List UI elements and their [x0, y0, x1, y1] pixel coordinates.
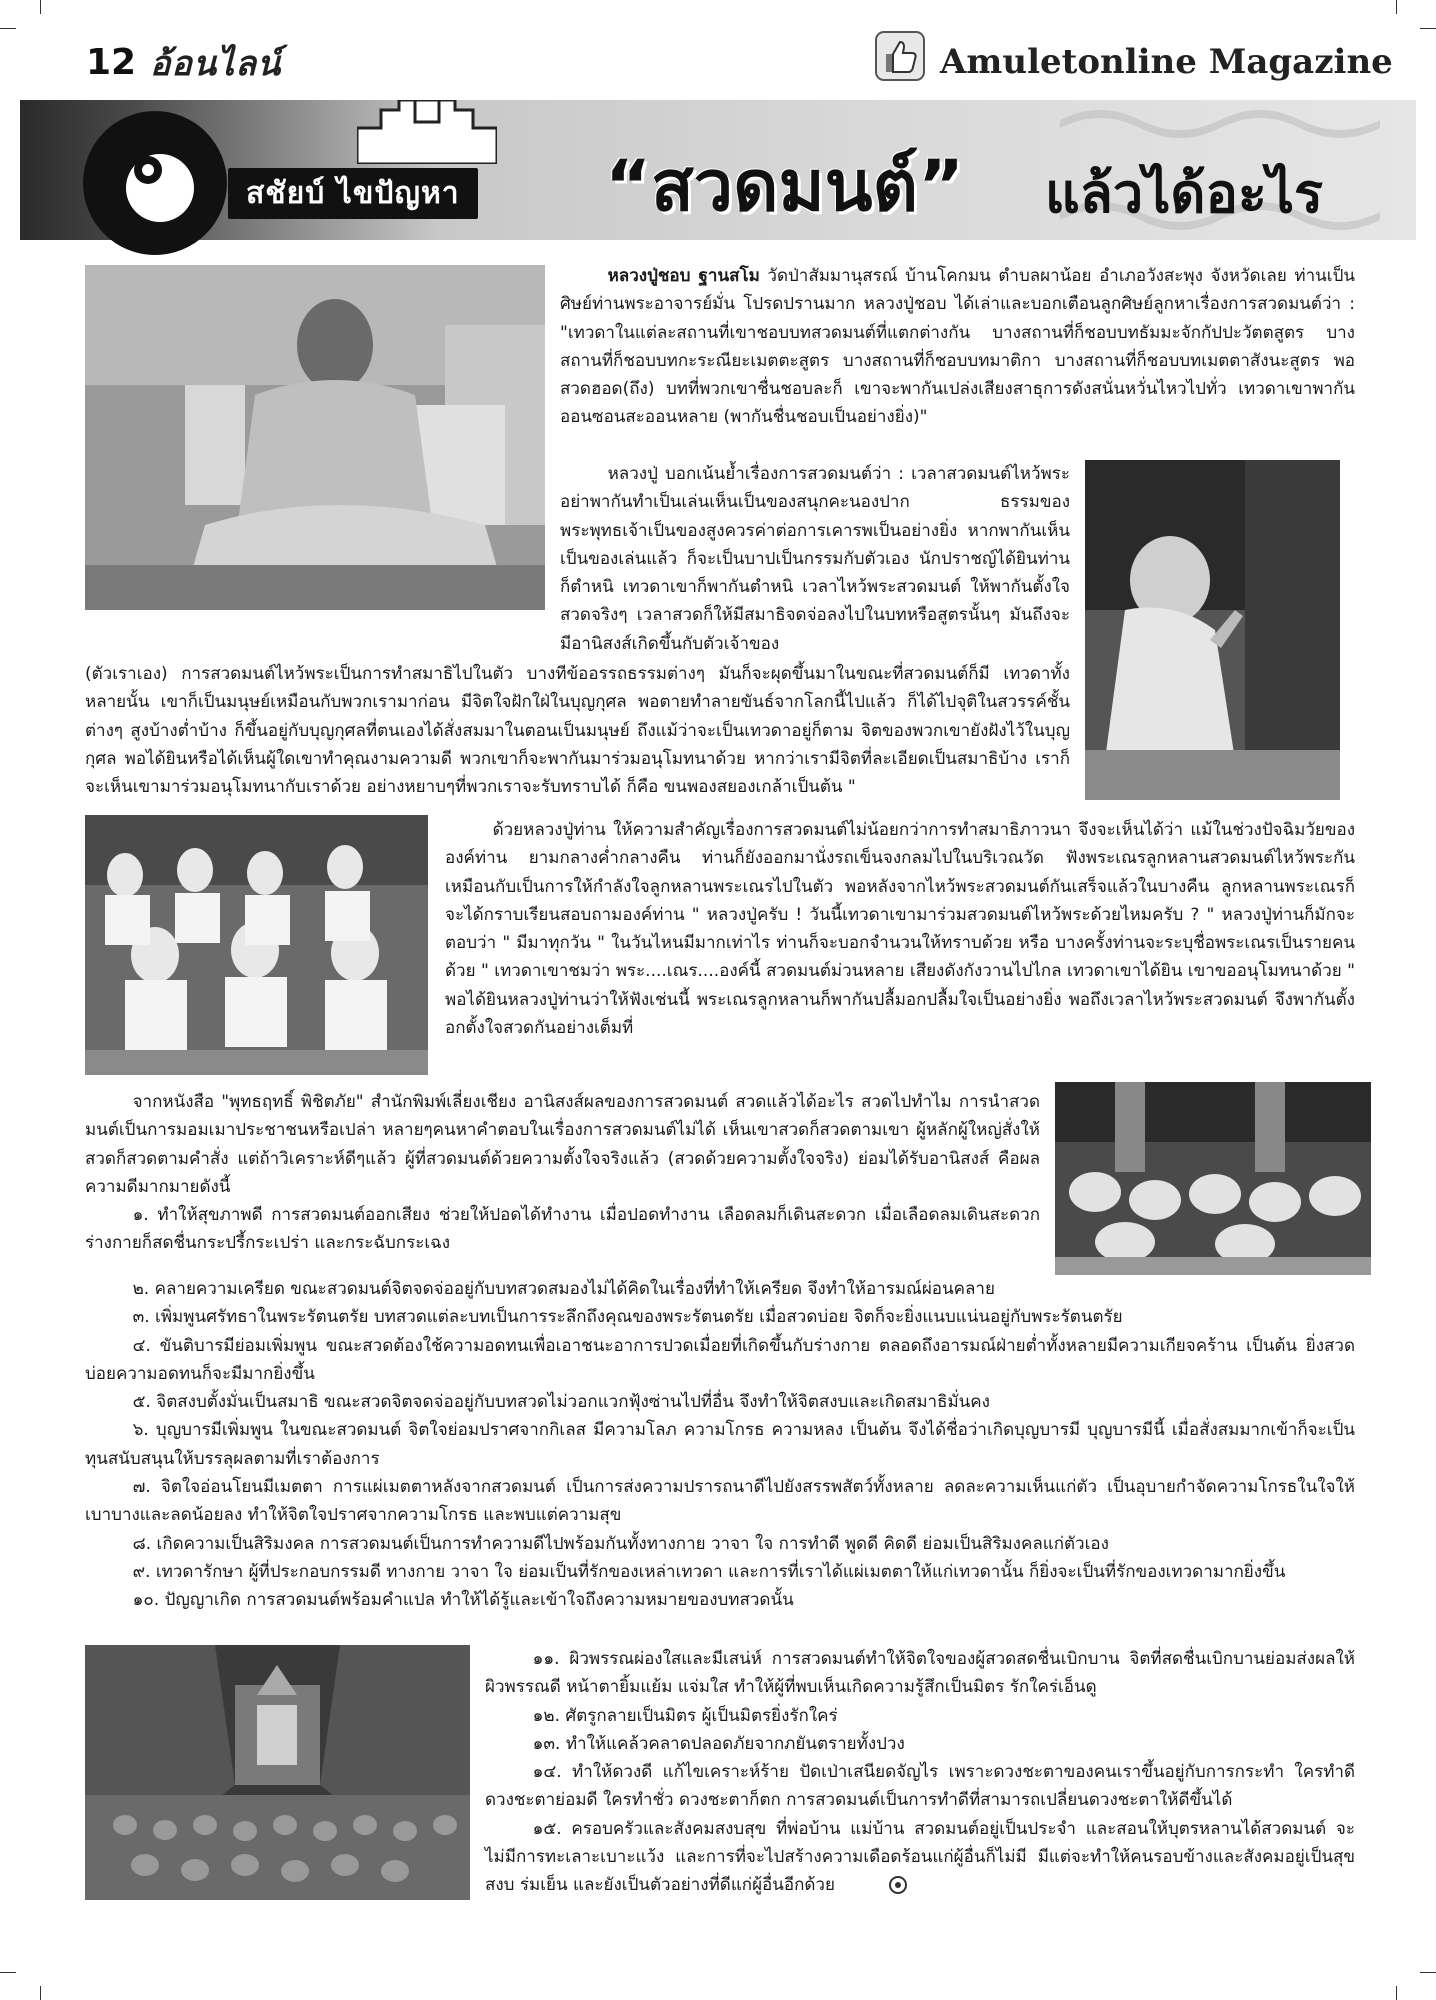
benefit-9: ๙. เทวดารักษา ผู้ที่ประกอบกรรมดี ทางกาย วาจา ใจ ย่อมเป็นที่รักของเหล่าเทวดา และการที่เราได้แผ่เมตตาให้แก่เทวดานั้น ก็ยิ่งจะเป็นที่รักของเทวดามากยิ่งขึ้น	[132, 1561, 1286, 1582]
paragraph-3	[445, 816, 1355, 1042]
banner-title-suffix: แล้วได้อะไร	[1045, 162, 1324, 225]
girls-praying-photo	[85, 815, 428, 1075]
magazine-logo: อ้อนไลน์	[150, 44, 282, 84]
benefit-2: ๒. คลายความเครียด ขณะสวดมนต์จิตจดจ่ออยู่กับบทสวดสมองไม่ได้คิดในเรื่องที่ทำให้เครียด จึงทำให้อารมณ์ผ่อนคลาย	[132, 1279, 995, 1299]
paragraph-2a-text: หลวงปู่ บอกเน้นย้ำเรื่องการสวดมนต์ว่า : เวลาสวดมนต์ไหว้พระ อย่าพากันทำเป็นเล่นเห็นเป็นของสนุกคะนองปาก ธรรมของพระพุทธเจ้าเป็นของสูงควรค่าต่อการเคารพเป็นอย่างยิ่ง หากพากันเห็นเป็นของเล่นแล้ว ก็จะเป็นบาปเป็นกรรมกับตัวเอง นักปราชญ์ได้ยินท่านก็ตำหนิ เทวดาเขาก็พากันตำหนิ เวลาไหว้พระสวดมนต์ ให้พากันตั้งใจสวดจริงๆ เวลาสวดก็ให้มีสมาธิจดจ่อลงไปในบทหรือสูตรนั้นๆ มันถึงจะมีอานิสงส์เกิดขึ้นกับตัวเจ้าของ	[560, 464, 1070, 654]
end-mark-icon	[840, 1875, 860, 1895]
benefits-list	[85, 1275, 1355, 1615]
benefit-12: ๑๒. ศัตรูกลายเป็นมิตร ผู้เป็นมิตรยิ่งรักใคร่	[532, 1705, 838, 1726]
benefits-list-2	[485, 1645, 1355, 1900]
temple-interior-photo	[85, 1645, 470, 1900]
benefit-3: ๓. เพิ่มพูนศรัทธาในพระรัตนตรัย บทสวดแต่ละบทเป็นการระลึกถึงคุณของพระรัตนตรัย เมื่อสวดบ่อย จิตก็จะยิ่งแนบแน่นอยู่กับพระรัตนตรัย	[132, 1307, 1123, 1328]
magazine-title: Amuletonline Magazine	[940, 42, 1393, 82]
benefit-11: ๑๑. ผิวพรรณผ่องใสและมีเสน่ห์ การสวดมนต์ทำให้จิตใจของผู้สวดสดชื่นเบิกบาน จิตที่สดชื่นเบิกบานย่อมส่งผลให้ผิวพรรณดี หน้าตายิ้มแย้ม แจ่มใส ทำให้ผู้ที่พบเห็นเกิดความรู้สึกเป็นมิตร รักใคร่เอ็นดู	[485, 1649, 1355, 1698]
banner-subtitle: สชัยบ์ ไขปัญหา	[228, 168, 478, 219]
page-number: 12	[86, 42, 137, 83]
monk-photo	[85, 265, 545, 610]
banner-letter-badge	[80, 108, 230, 258]
benefit-1: ๑. ทำให้สุขภาพดี การสวดมนต์ออกเสียง ช่วยให้ปอดได้ทำงาน เมื่อปอดทำงาน เลือดลมก็เดินสะดวก เมื่อเลือดลมเดินสะดวก ร่างกายก็สดชื่นกระปรี้กระเปร่า และกระฉับกระเฉง	[85, 1205, 1040, 1254]
benefit-6: ๖. บุญบารมีเพิ่มพูน ในขณะสวดมนต์ จิตใจย่อมปราศจากกิเลส มีความโลภ ความโกรธ ความหลง เป็นต้น จึงได้ชื่อว่าเกิดบุญบารมี บุญบารมีนี้ เมื่อสั่งสมมากเข้าก็จะเป็นทุนสนับสนุนให้บรรลุผลตามที่เราต้องการ	[85, 1420, 1355, 1469]
paragraph-2b-text: (ตัวเราเอง) การสวดมนต์ไหว้พระเป็นการทำสมาธิไปในตัว บางทีข้ออรรถธรรมต่างๆ มันก็จะผุดขึ้นมาในขณะที่สวดมนต์ก็มี เทวดาทั้งหลายนั้น เขาก็เป็นมนุษย์เหมือนกับพวกเรามาก่อน มีจิตใจฝักใฝ่ในบุญกุศล พอตายทำลายขันธ์จากโลกนี้ไปแล้ว ก็ได้ไปจุติในสวรรค์ชั้นต่างๆ สูงบ้างต่ำบ้าง ก็ขึ้นอยู่กับบุญกุศลที่ตนเองได้สั่งสมมาในตอนเป็นมนุษย์ ถึงแม้ว่าจะเป็นเทวดาอยู่ก็ตาม จิตของพวกเขายังฝังไว้ในบุญกุศล พอได้ยินหรือได้เห็นผู้ใดเขาทำคุณงามความดี พวกเขาก็จะพากันมาร่วมอนุโมทนาด้วย หากว่าเรามีจิตที่ละเอียดเป็นสมาธิบ้าง เราก็จะเห็นเขามาร่วมอนุโมทนากับเราด้วย อย่างหยาบๆที่พวกเราจะรับทราบได้ ก็คือ ขนพองสยองเกล้าเป็นต้น "	[85, 664, 1070, 798]
monk-name: หลวงปู่ชอบ ฐานสโม	[607, 266, 760, 286]
thumbs-up-icon	[874, 30, 926, 82]
benefit-5: ๕. จิตสงบตั้งมั่นเป็นสมาธิ ขณะสวดจิตจดจ่ออยู่กับบทสวดไม่วอกแวกฟุ้งซ่านไปที่อื่น จึงทำให้จิตสงบและเกิดสมาธิมั่นคง	[132, 1392, 990, 1413]
paragraph-2a	[560, 460, 1070, 658]
benefit-7: ๗. จิตใจอ่อนโยนมีเมตตา การแผ่เมตตาหลังจากสวดมนต์ เป็นการส่งความปรารถนาดีไปยังสรรพสัตว์ทั้งหลาย ลดละความเห็นแก่ตัว เป็นอุบายกำจัดความโกรธในใจให้เบาบางและลดน้อยลง ทำให้จิตใจปราศจากความโกรธ และพบแต่ความสุข	[85, 1477, 1355, 1526]
intro-paragraph	[560, 262, 1355, 432]
benefit-15: ๑๕. ครอบครัวและสังคมสงบสุข ที่พ่อบ้าน แม่บ้าน สวดมนต์อยู่เป็นประจำ และสอนให้บุตรหลานได้สวดมนต์ จะไม่มีการทะเลาะเบาะแว้ง และการที่จะไปสร้างความเดือดร้อนแก่ผู้อื่นก็ไม่มี มีแต่จะทำให้คนรอบข้างและสังคมอยู่เป็นสุข สงบ ร่มเย็น และยังเป็นตัวอย่างที่ดีแก่ผู้อื่นอีกด้วย	[485, 1818, 1355, 1896]
paragraph-2b	[85, 660, 1070, 801]
paragraph-4-text: จากหนังสือ "พุทธฤทธิ์ พิชิตภัย" สำนักพิมพ์เลี่ยงเชียง อานิสงส์ผลของการสวดมนต์ สวดแล้วได้อะไร สวดไปทำไม การนำสวดมนต์เป็นการมอมเมาประชาชนหรือเปล่า หลายๆคนหาคำตอบในเรื่องการสวดมนต์ไม่ได้ เห็นเขาสวดก็สวดตามเขา ผู้หลักผู้ใหญ่สั่งให้สวดก็สวดตามคำสั่ง แต่ถ้าวิเคราะห์ดีๆแล้ว ผู้ที่สวดมนต์ด้วยความตั้งใจจริงแล้ว (สวดด้วยความตั้งใจจริง) ย่อมได้รับอานิสงส์ คือผลความดีมากมายดังนี้	[85, 1092, 1040, 1197]
paragraph-4	[85, 1088, 1040, 1258]
benefit-4: ๔. ขันติบารมีย่อมเพิ่มพูน ขณะสวดต้องใช้ความอดทนเพื่อเอาชนะอาการปวดเมื่อยที่เกิดขึ้นกับร่างกาย ตลอดถึงอารมณ์ฝ่ายต่ำทั้งหลายมีความเกียจคร้าน เป็นต้น ยิ่งสวดบ่อยความอดทนก็จะมีมากยิ่งขึ้น	[85, 1335, 1355, 1384]
paragraph-3-text: ด้วยหลวงปู่ท่าน ให้ความสำคัญเรื่องการสวดมนต์ไม่น้อยกว่าการทำสมาธิภาวนา จึงจะเห็นได้ว่า แม้ในช่วงปัจฉิมวัยขององค์ท่าน ยามกลางค่ำกลางคืน ท่านก็ยังออกมานั่งรถเข็นจงกลมไปในบริเวณวัด ฟังพระเณรลูกหลานสวดมนต์ไหว้พระกัน เหมือนกับเป็นการให้กำลังใจลูกหลานพระเณรไปในตัว พอหลังจากไหว้พระสวดมนต์กันเสร็จแล้วในบางคืน ลูกหลานพระเณรก็จะได้กราบเรียนสอบถามองค์ท่าน " หลวงปู่ครับ ! วันนี้เทวดาเขามาร่วมสวดมนต์ไหว้พระด้วยไหมครับ ? " หลวงปู่ท่านก็มักจะตอบว่า " มีมาทุกวัน " ในวันไหนมีมากเท่าไร ท่านก็จะบอกจำนวนให้ทราบด้วย หรือ บางครั้งท่านจะระบุชื่อพระเณรเป็นรายคนด้วย " เทวดาเขาชมว่า พระ....เณร....องค์นี้ สวดมนต์ม่วนหลาย เสียงดังกังวานไปไกล เทวดาเขาได้ยิน เขาขออนุโมทนาด้วย " พอได้ยินหลวงปู่ท่านว่าให้ฟังเช่นนี้ พระเณรลูกหลานก็พากันปลื้มอกปลื้มใจเป็นอย่างยิ่ง พอถึงเวลาไหว้พระสวดมนต์ จึงพากันตั้งอกตั้งใจสวดกันอย่างเต็มที่	[445, 820, 1355, 1039]
banner-pagoda	[357, 100, 497, 164]
benefit-10: ๑๐. ปัญญาเกิด การสวดมนต์พร้อมคำแปล ทำให้ได้รู้และเข้าใจถึงความหมายของบทสวดนั้น	[132, 1590, 794, 1611]
banner-title: “สวดมนต์”	[605, 145, 964, 227]
benefit-13: ๑๓. ทำให้แคล้วคลาดปลอดภัยจากภยันตรายทั้งปวง	[532, 1733, 905, 1754]
child-praying-photo	[1085, 460, 1340, 800]
benefit-8: ๘. เกิดความเป็นสิริมงคล การสวดมนต์เป็นการทำความดีไปพร้อมกันทั้งทางกาย วาจา ใจ การทำดี พูดดี คิดดี ย่อมเป็นสิริมงคลแก่ตัวเอง	[132, 1533, 1109, 1554]
intro-text: วัดป่าสัมมานุสรณ์ บ้านโคกมน ตำบลผาน้อย อำเภอวังสะพุง จังหวัดเลย ท่านเป็นศิษย์ท่านพระอาจารย์มั่น โปรดปรานมาก หลวงปู่ชอบ ได้เล่าและบอกเตือนลูกศิษย์ลูกหาเรื่องการสวดมนต์ว่า : "เทวดาในแต่ละสถานที่เขาชอบบทสวดมนต์ที่แตกต่างกัน บางสถานที่ก็ชอบบทธัมมะจักกัปปะวัตตสูตร บางสถานที่ก็ชอบบทกะระณียะเมตตะสูตร บางสถานที่ก็ชอบบทมาติกา บางสถานที่ก็ชอบบทเมตตาสังนะสูตร พอสวดฮอด(ถึง) บทที่พวกเขาชื่นชอบละก็ เขาจะพากันเปล่งเสียงสาธุการดังสนั่นหวั่นไหวไปทั่ว เทวดาเขาพากันออนซอนสะออนหลาย (พากันชื่นชอบเป็นอย่างยิ่ง)"	[560, 266, 1356, 428]
seated-group-photo	[1055, 1082, 1371, 1275]
benefit-14: ๑๔. ทำให้ดวงดี แก้ไขเคราะห์ร้าย ปัดเป่าเสนียดจัญไร เพราะดวงชะตาของคนเราขึ้นอยู่กับการกระทำ ใครทำดี ดวงชะตาย่อมดี ใครทำชั่ว ดวงชะตาก็ตก การสวดมนต์เป็นการทำดีที่สามารถเปลี่ยนดวงชะตาให้ดีขึ้นได้	[485, 1762, 1355, 1811]
